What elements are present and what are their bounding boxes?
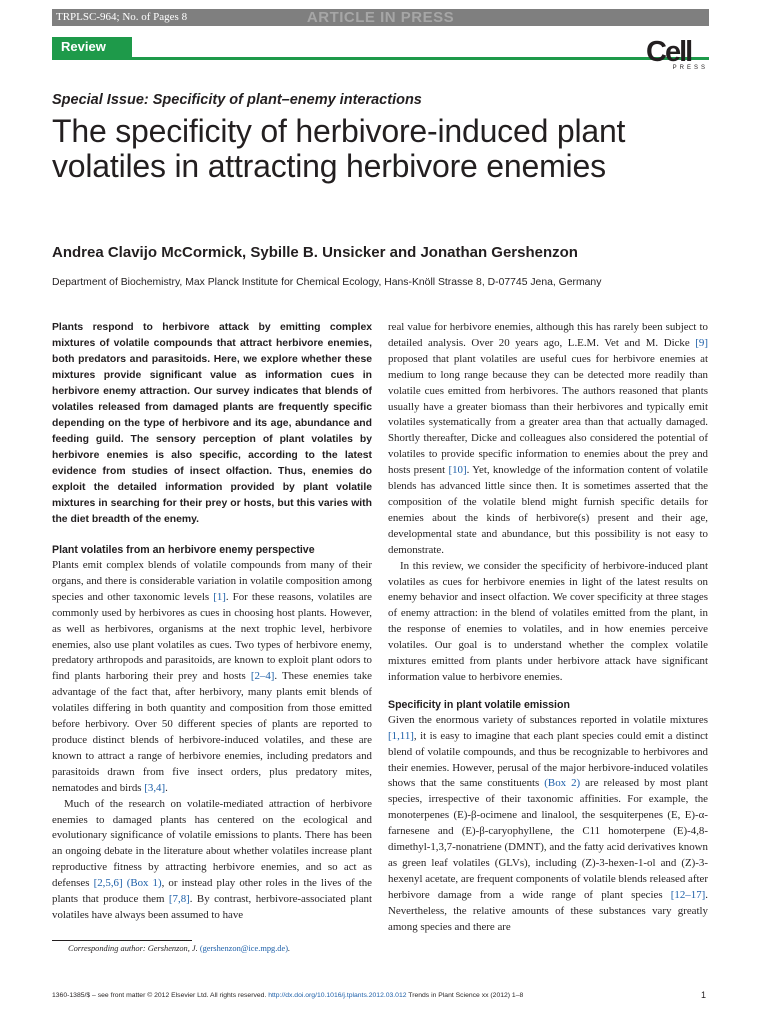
paragraph: Much of the research on volatile-mediated attraction of herbivore enemies to damaged plants has centered on the ecological and evolutionary significance of volatile emissions to plants. There has been an ongoing debate in the literature about whether volatiles increase plant reproductive fitness by attracting herbivore enemies, and so act as defenses [2,5,6] (Box 1), or instead play other roles in the lives of the plants that produce them [7,8]. By contrast, herbivore-associated plant volatiles have always been assumed to have: [52, 797, 373, 921]
section-heading: Specificity in plant volatile emission: [388, 698, 570, 711]
page-number: 1: [701, 990, 707, 1000]
author-email-link[interactable]: (gershenzon@ice.mpg.de): [199, 944, 288, 953]
footnote-rule: [52, 940, 192, 941]
section-rule: [52, 57, 709, 60]
section-label: Review: [52, 37, 132, 57]
article-status-bar: [52, 9, 709, 26]
page-footer: 1360-1385/$ – see front matter © 2012 Elsevier Ltd. All rights reserved. http://dx.doi.org/10.1016/j.tplants.2012.03.012 Trends in Plant Science xx (2012) 1–8: [52, 992, 524, 999]
citation-link[interactable]: [7,8]: [168, 893, 190, 906]
affiliation: Department of Biochemistry, Max Planck Institute for Chemical Ecology, Hans-Knöll Strasse 8, D-07745 Jena, Germany: [52, 277, 602, 288]
box-link[interactable]: (Box 1): [126, 877, 162, 890]
box-link[interactable]: (Box 2): [544, 777, 581, 790]
doi-link[interactable]: http://dx.doi.org/10.1016/j.tplants.2012.03.012: [268, 992, 407, 999]
abstract: Plants respond to herbivore attack by emitting complex mixtures of volatile compounds that attract herbivore enemies, both predators and parasitoids. Here, we explore whether these mixtures provide significant value as information cues in herbivore enemy attraction. Our survey indicates that blends of volatiles released from damaged plants are frequently specific depending on the type of herbivore and its age, abundance and feeding guild. The sensory perception of plant volatiles by herbivore enemies is also specific, according to the latest evidence from studies of insect olfaction. Thus, enemies do exploit the detailed information provided by plant volatile mixtures in searching for their prey or hosts, but this varies with the diet breadth of the enemy.: [52, 322, 372, 525]
citation-link[interactable]: [3,4]: [144, 781, 166, 794]
section-heading: Plant volatiles from an herbivore enemy perspective: [52, 544, 315, 556]
paragraph: Plants emit complex blends of volatile compounds from many of their organs, and there is considerable variation in volatile composition among species and other taxonomic levels [1]. For these reasons, volatiles are commonly used by herbivores as cues in choosing host plants. However, as well as herbivores, organisms at the next trophic level, herbivore enemies, also use plant volatiles as cues. Two types of herbivore enemy, predatory arthropods and parasitoids, are known to exploit plant odors to find plants harboring their prey and hosts [2–4]. These enemies take advantage of the fact that, after herbivory, many plants emit blends of volatiles differing in both quantity and composition from those emitted before herbivory. Over 50 different species of plants are reported to produce distinct blends of herbivore-induced volatiles, and these are known to attract a range of herbivore enemies, including predators and parasitoids drawn from five insect orders, plus predatory mites, nematodes and birds [3,4].: [52, 559, 372, 794]
citation-link[interactable]: [10]: [448, 464, 467, 477]
special-issue-label: Special Issue: Specificity of plant–enemy interactions: [52, 92, 422, 108]
citation-link[interactable]: [9]: [695, 336, 708, 349]
citation-link[interactable]: [2,5,6]: [93, 877, 123, 890]
author-list: Andrea Clavijo McCormick, Sybille B. Unsicker and Jonathan Gershenzon: [52, 244, 578, 261]
paragraph: In this review, we consider the specificity of herbivore-induced plant volatiles as cues for herbivore enemies in light of the latest results on enemy behavior and insect olfaction. We cover specificity at three stages of enemy attraction: in the blend of volatiles emitted from the plant, in the response of enemies to volatiles, and in how enemies perceive volatiles. Our goal is to understand whether the complex volatile mixtures emitted from plants under herbivore attack have significant information value to herbivore enemies.: [388, 559, 708, 683]
citation-link[interactable]: [2–4]: [250, 670, 275, 683]
citation-link[interactable]: [12–17]: [670, 888, 706, 901]
citation-link[interactable]: [1]: [213, 590, 226, 603]
left-column: [52, 320, 372, 924]
article-title: The specificity of herbivore-induced plant volatiles in attracting herbivore enemies: [52, 113, 626, 184]
manuscript-info: TRPLSC-964; No. of Pages 8: [56, 11, 188, 23]
logo-cell-text: Cell: [646, 36, 692, 68]
article-in-press-label: ARTICLE IN PRESS: [306, 9, 455, 26]
paragraph: real value for herbivore enemies, although this has rarely been subject to detailed analysis. Over 20 years ago, L.E.M. Vet and M. Dicke [9] proposed that plant volatiles are useful cues for herbivore enemies at medium to long range because they can be detected more readily than volatile cues emitted from herbivores. The authors reasoned that plants usually have a greater biomass than their herbivores and typically emit volatiles systematically from a greater area than that actually damaged. Shortly thereafter, Dicke and colleagues also considered the potential of volatiles to provide specific information to enemies about the prey and hosts present [10]. Yet, knowledge of the information content of volatile blends has advanced little since then. It is sometimes asserted that the composition of the volatile blend might furnish specific details for enemies about the kinds of herbivore(s) present and their age, developmental state and abundance, but this possibility is not easy to demonstrate.: [388, 321, 708, 556]
corresponding-author-note: Corresponding author: Gershenzon, J. (gershenzon@ice.mpg.de).: [68, 944, 291, 953]
logo-press-text: PRESS: [672, 65, 708, 71]
cell-press-logo: [646, 38, 710, 71]
citation-link[interactable]: [1,11]: [388, 729, 414, 742]
paragraph: Given the enormous variety of substances reported in volatile mixtures [1,11], it is easy to imagine that each plant species could emit a distinct blend of volatile compounds, and thus be recognizable to herbivores and their enemies. However, perusal of the major herbivore-induced volatiles shows that the same constituents (Box 2) are released by most plant species, irrespective of their taxonomic affinities. For example, the monoterpenes (E)-β-ocimene and linalool, the sesquiterpenes (E, E)-α-farnesene and (E)-β-caryophyllene, the C11 homoterpene (E)-4,8-dimethyl-1,3,7-nonatriene (DMNT), and the fatty acid derivatives known as green leaf volatiles (GLVs), including (Z)-3-hexen-1-ol and (Z)-3-hexenyl acetate, are frequent components of volatile blends released after herbivore damage from a wide range of plant species [12–17]. Nevertheless, the relative amounts of these substances vary greatly among species and there are: [388, 713, 708, 933]
right-column: [388, 320, 708, 936]
